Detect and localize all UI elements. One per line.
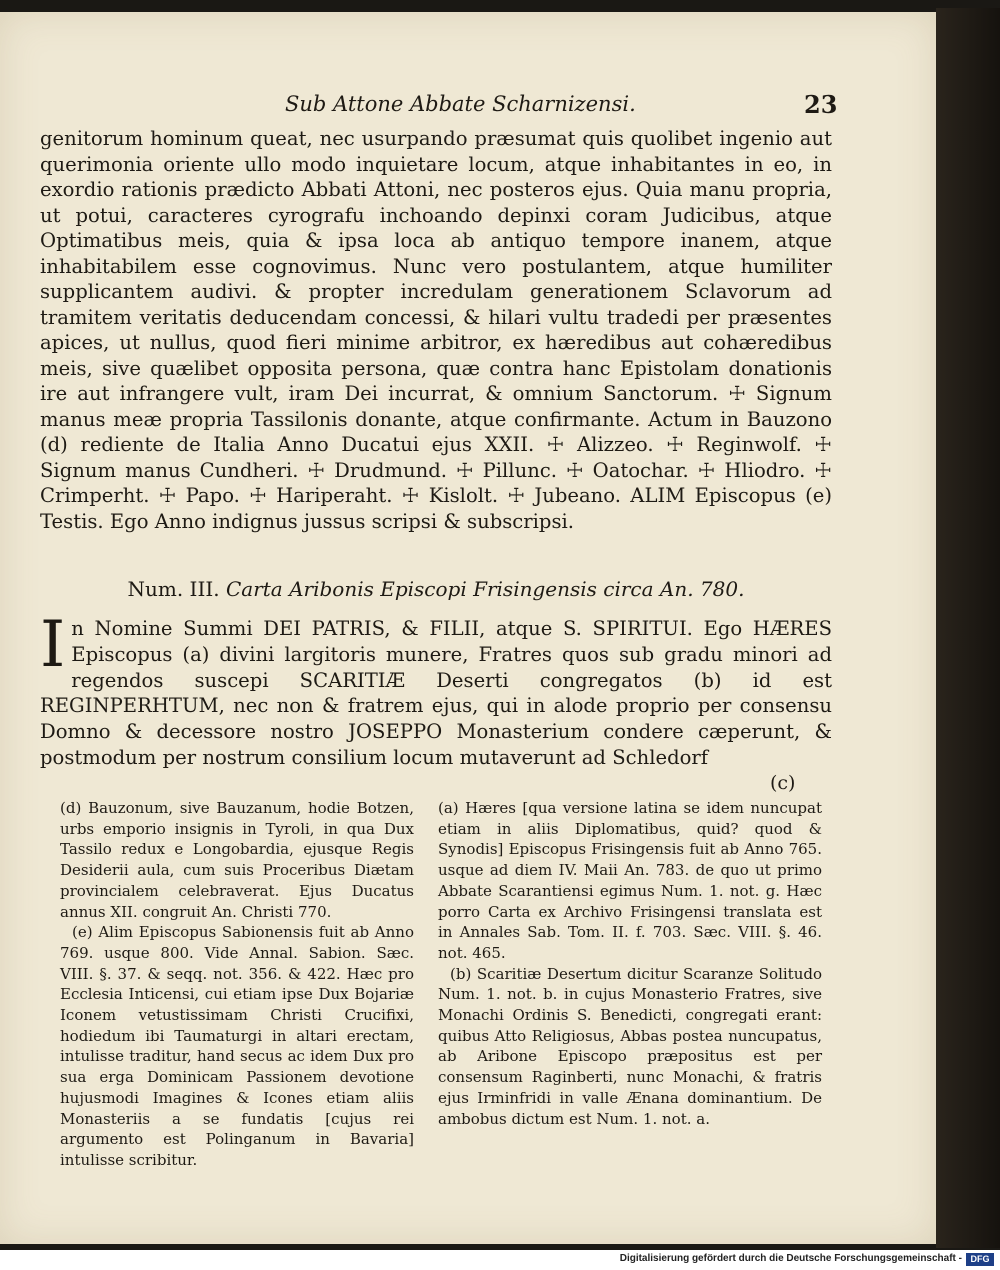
- catchword: (c): [770, 772, 796, 794]
- page-number: 23: [804, 90, 838, 119]
- charter-paragraph: n Nomine Summi DEI PATRIS, & FILII, atque S. SPIRITUI. Ego HÆRES Episcopus (a) divini largitoris munere, Fratres quos sub gradu minori ad regendos suscepi SCARITIÆ Deserti congregatos (b) id est REGINPERHTUM, nec non & fratrem ejus, qui in alode proprio per consensu Domno & decessore nostro JOSEPPO Monasterium condere cæperunt, & postmodum per nostrum consilium locum mutaverunt ad Schledorf: [40, 617, 832, 769]
- book-page: [0, 12, 936, 1244]
- footnotes-left-column: [60, 798, 414, 1171]
- section-title: Carta Aribonis Episcopi Frisingensis circa An. 780.: [225, 577, 745, 601]
- section-heading: [40, 577, 832, 601]
- footnote-b: (b) Scaritiæ Desertum dicitur Scaranze Solitudo Num. 1. not. b. in cujus Monasterio Fratres, sive Monachi Ordinis S. Benedicti, congregati erant: quibus Atto Religiosus, Abbas postea nuncupatus, ab Aribone Episcopo præpositus est per consensum Raginberti, nunc Monachi, & fratris ejus Irminfridi in valle Ænana dominantium. De ambobus dictum est Num. 1. not. a.: [438, 964, 822, 1128]
- footnote-a: (a) Hæres [qua versione latina se idem nuncupat etiam in aliis Diplomatibus, quid? quod & Synodis] Episcopus Frisingensis fuit ab Anno 765. usque ad diem IV. Maii An. 783. de quo ut primo Abbate Scarantiensi egimus Num. 1. not. g. Hæc porro Carta ex Archivo Frisingensi translata est in Annales Sab. Tom. II. f. 703. Sæc. VIII. §. 46. not. 465.: [438, 799, 822, 962]
- main-text-block: [40, 126, 832, 534]
- body-paragraph: genitorum hominum queat, nec usurpando præsumat quis quolibet ingenio aut querimonia oriente ullo modo inquietare locum, atque inhabitantes in eo, in exordio rationis prædicto Abbati Attoni, nec posteros ejus. Quia manu propria, ut potui, caracteres cyrografu inchoando depinxi coram Judicibus, atque Optimatibus meis, quia & ipsa loca ab antiquo tempore inanem, atque inhabitabilem esse cognovimus. Nunc vero postulantem, atque humiliter supplicantem audivi. & propter incredulam generationem Sclavorum ad tramitem veritatis deducendam concessi, & hilari vultu tradedi per præsentes apices, ut nullus, quod fieri minime arbitror, ex hæredibus aut cohæredibus meis, sive quælibet opposita persona, quæ contra hanc Epistolam donationis ire aut infrangere vult, iram Dei incurrat, & omnium Sanctorum. ☩ Signum manus meæ propria Tassilonis donante, atque confirmante. Actum in Bauzono (d) rediente de Italia Anno Ducatui ejus XXII. ☩ Alizzeo. ☩ Reginwolf. ☩ Signum manus Cundheri. ☩ Drudmund. ☩ Pillunc. ☩ Oatochar. ☩ Hliodro. ☩ Crimperht. ☩ Papo. ☩ Hariperaht. ☩ Kislolt. ☩ Jubeano. ALIM Episcopus (e) Testis. Ego Anno indignus jussus scripsi & subscripsi.: [40, 127, 832, 533]
- section-number: Num. III.: [127, 577, 220, 601]
- footnotes-right-column: [438, 798, 822, 1129]
- footnote-e: (e) Alim Episcopus Sabionensis fuit ab Anno 769. usque 800. Vide Annal. Sabion. Sæc. VIII. §. 37. & seqq. not. 356. & 422. Hæc pro Ecclesia Inticensi, cui etiam ipse Dux Bojariæ Iconem vetustissimam Christi Crucifixi, hodiedum ibi Taumaturgi in altari erectam, intulisse traditur, hand secus ac idem Dux pro sua erga Dominicam Passionem devotione hujusmodi Imagines & Icones etiam aliis Monasteriis a se fundatis [cujus rei argumento est Polinganum in Bavaria] intulisse scribitur.: [60, 923, 414, 1169]
- footnote-d: (d) Bauzonum, sive Bauzanum, hodie Botzen, urbs emporio insignis in Tyroli, in qua Dux Tassilo redux e Longobardia, ejusque Regis Desiderii aula, cum suis Proceribus Diætam provincialem celebraverat. Ejus Ducatus annus XII. congruit An. Christi 770.: [60, 799, 414, 921]
- running-title: Sub Attone Abbate Scharnizensi.: [285, 92, 636, 116]
- page-edge-shadow: [936, 8, 1000, 1248]
- dfg-logo-icon: DFG: [966, 1253, 994, 1266]
- footer-credit: Digitalisierung gefördert durch die Deutsche Forschungsgemeinschaft -: [619, 1253, 962, 1264]
- digitization-footer: [0, 1250, 1000, 1270]
- drop-cap: I: [40, 608, 66, 682]
- page-header: [0, 84, 936, 124]
- charter-text-block: [40, 608, 832, 771]
